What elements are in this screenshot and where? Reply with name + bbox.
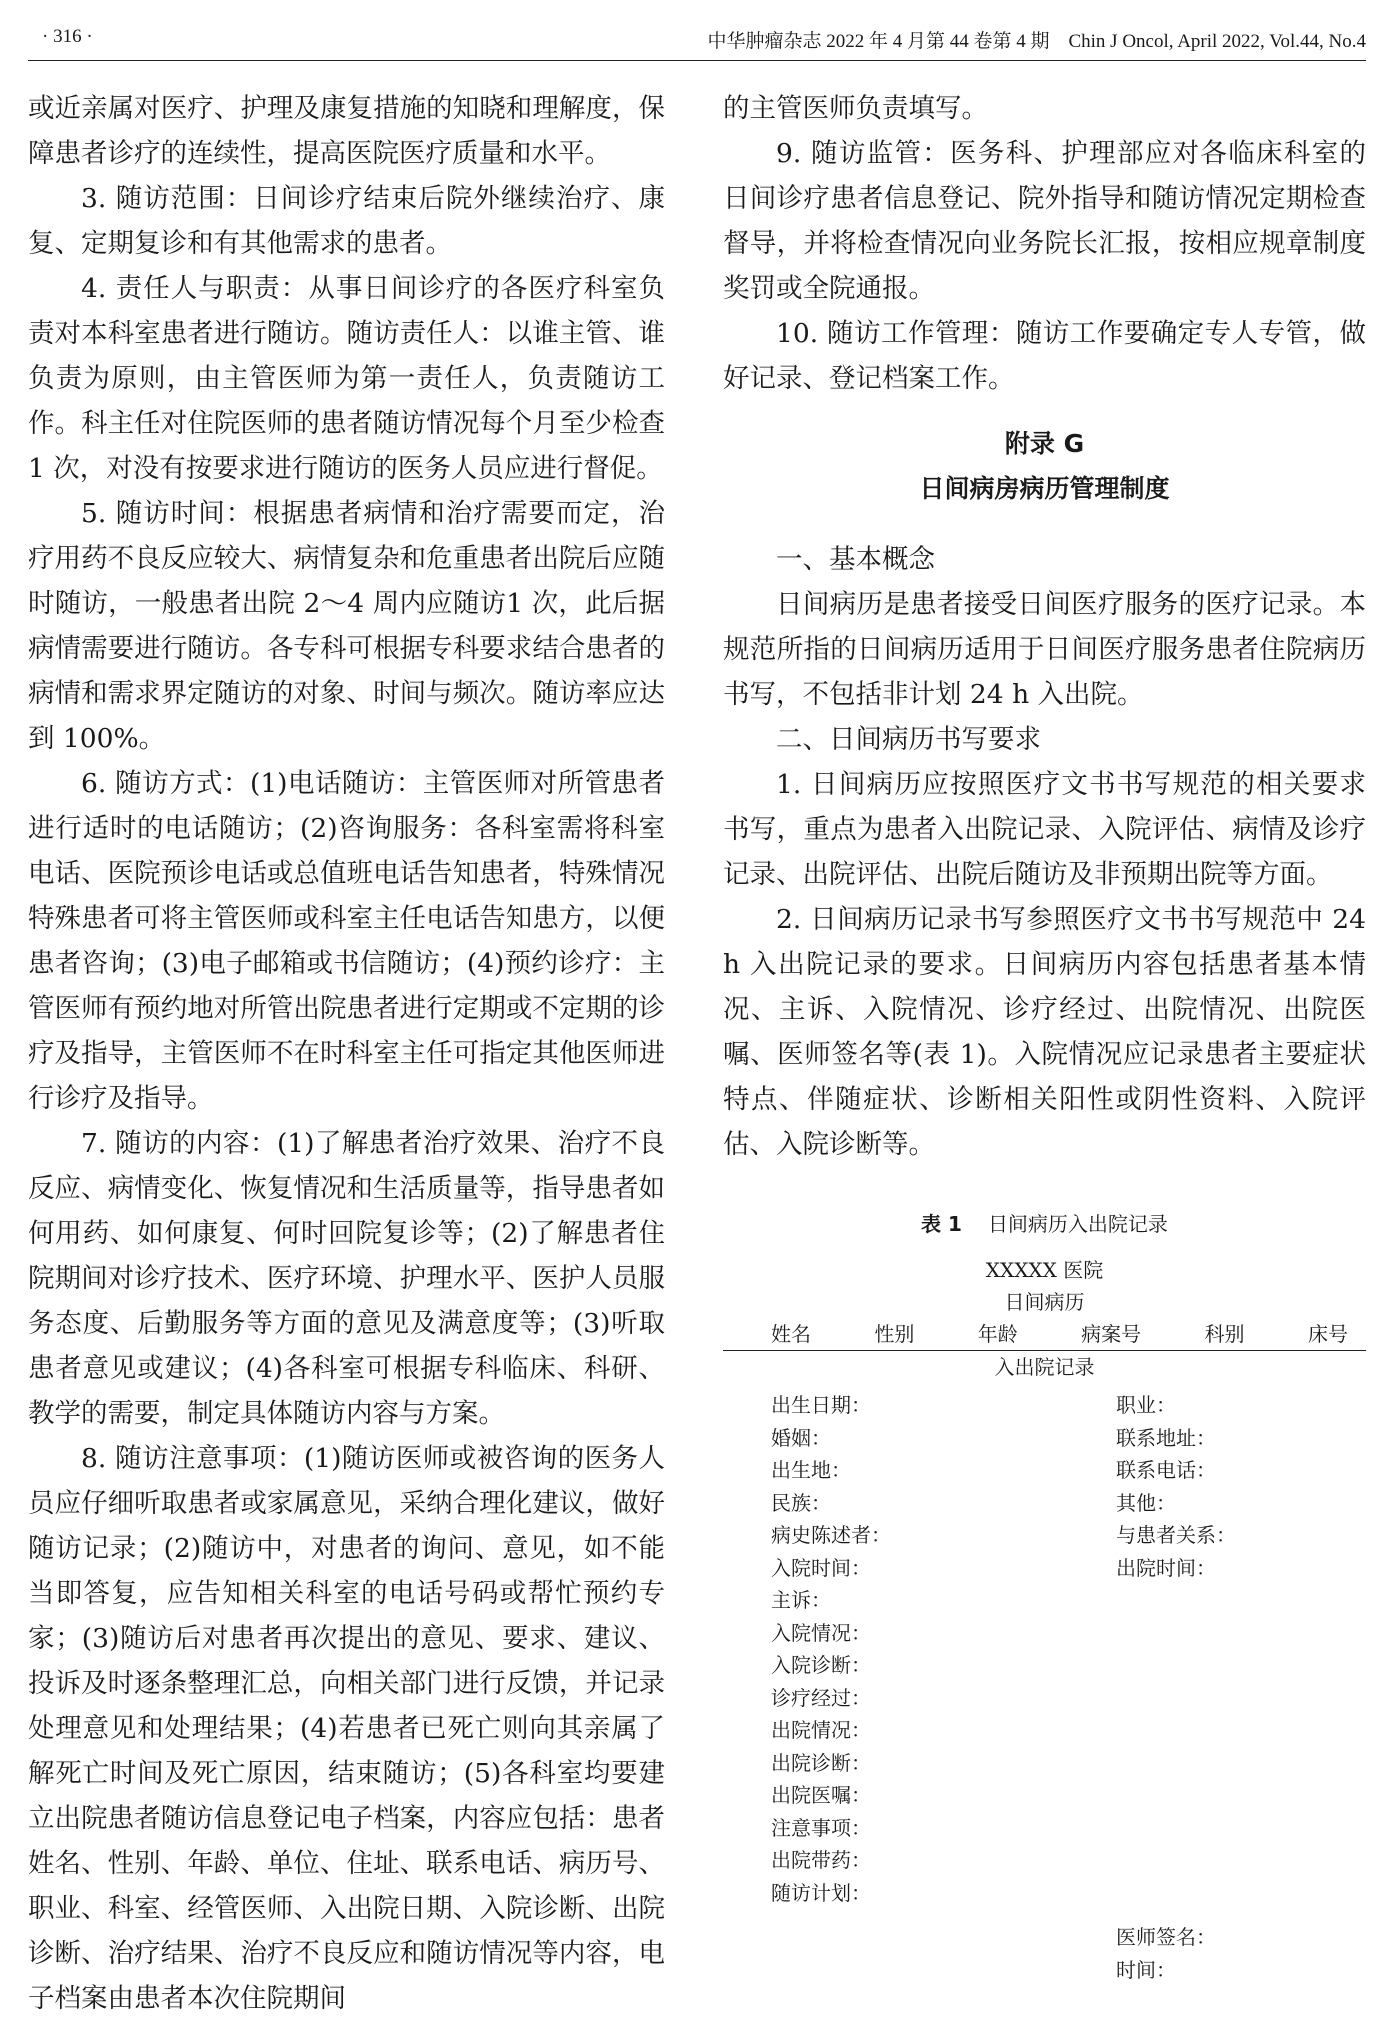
paragraph: 9. 随访监管：医务科、护理部应对各临床科室的日间诊疗患者信息登记、院外指导和随访情况定期检查督导，并将检查情况向业务院长汇报，按相应规章制度奖罚或全院通报。 bbox=[723, 138, 1366, 304]
paragraph: 1. 日间病历应按照医疗文书书写规范的相关要求书写，重点为患者入出院记录、入院评估、病情及诊疗记录、出院评估、出院后随访及非预期出院等方面。 bbox=[723, 769, 1366, 890]
form-field-label: 主诉： bbox=[771, 1588, 831, 1612]
doctor-signature-label: 医师签名： bbox=[1116, 1925, 1216, 1949]
form-field-label: 随访计划： bbox=[771, 1880, 871, 1905]
fields-left-column bbox=[771, 1389, 1116, 1909]
table-subheader: 入出院记录 bbox=[994, 1355, 1095, 1379]
signature-block bbox=[723, 1921, 1366, 1986]
paragraph: 10. 随访工作管理：随访工作要确定专人专管，做好记录、登记档案工作。 bbox=[723, 318, 1366, 394]
paragraph: 6. 随访方式：(1)电话随访：主管医师对所管患者进行适时的电话随访；(2)咨询服务：各科室需将科室电话、医院预诊电话或总值班电话告知患者，特殊情况特殊患者可将主管医师或科室主任电话告知患方，以便患者咨询；(3)电子邮箱或书信随访；(4)预约诊疗：主管医师有预约地对所管出院患者进行定期或不定期的诊疗及指导，主管医师不在时科室主任可指定其他医师进行诊疗及指导。 bbox=[28, 768, 665, 1114]
form-field-label: 注意事项： bbox=[771, 1815, 871, 1840]
paragraph: 的主管医师负责填写。 bbox=[723, 93, 988, 124]
paragraph: 8. 随访注意事项：(1)随访医师或被咨询的医务人员应仔细听取患者或家属意见，采纳合理化建议，做好随访记录；(2)随访中，对患者的询问、意见，如不能当即答复，应告知相关科室的电话号码或帮忙预约专家；(3)随访后对患者再次提出的意见、要求、建议、投诉及时逐条整理汇总，向相关部门进行反馈，并记录处理意见和处理结果；(4)若患者已死亡则向其亲属了解死亡时间及死亡原因，结束随访；(5)各科室均要建立出院患者随访信息登记电子档案，内容应包括：患者姓名、性别、年龄、单位、住址、联系电话、病历号、职业、科室、经管医师、入出院日期、入院诊断、出院诊断、治疗结果、治疗不良反应和随访情况等内容，电子档案由患者本次住院期间 bbox=[28, 1443, 665, 2014]
form-field-label: 出院带药： bbox=[771, 1848, 871, 1872]
paragraph: 5. 随访时间：根据患者病情和治疗需要而定，治疗用药不良反应较大、病情复杂和危重患者出院后应随时随访，一般患者出院 2～4 周内应随访1 次，此后据病情需要进行随访。各专科可根据专科要求结合患者的病情和需求界定随访的对象、时间与频次。随访率应达到 100%。 bbox=[28, 498, 665, 754]
table-caption bbox=[723, 1208, 1366, 1240]
form-field-label: 出院情况： bbox=[771, 1718, 871, 1742]
form-field-label: 出院诊断： bbox=[771, 1750, 871, 1775]
section-heading: 二、日间病历书写要求 bbox=[776, 724, 1041, 755]
table-label: 表 1 bbox=[921, 1212, 962, 1236]
form-field-label: 婚姻： bbox=[771, 1425, 831, 1450]
form-field-label: 民族： bbox=[771, 1490, 831, 1515]
form-field-label: 其他： bbox=[1116, 1490, 1176, 1515]
form-field-label: 出生日期： bbox=[771, 1393, 871, 1417]
signature-time-label: 时间： bbox=[1116, 1957, 1176, 1982]
page-number: · 316 · bbox=[42, 26, 93, 47]
paragraph: 4. 责任人与职责：从事日间诊疗的各医疗科室负责对本科室患者进行随访。随访责任人：以谁主管、谁负责为原则，由主管医师为第一责任人，负责随访工作。科主任对住院医师的患者随访情况每个月至少检查 1 次，对没有按要求进行随访的医务人员应进行督促。 bbox=[28, 273, 665, 484]
hospital-name: XXXXX 医院 bbox=[985, 1258, 1104, 1282]
table-header-row bbox=[723, 1318, 1366, 1351]
record-type: 日间病历 bbox=[1004, 1290, 1085, 1314]
table-header-cell: 病案号 bbox=[1081, 1322, 1142, 1346]
form-field-label: 入院情况： bbox=[771, 1620, 871, 1645]
form-field-label: 出院时间： bbox=[1116, 1555, 1216, 1580]
table-header-cell: 姓名 bbox=[771, 1322, 811, 1346]
paragraph: 3. 随访范围：日间诊疗结束后院外继续治疗、康复、定期复诊和有其他需求的患者。 bbox=[28, 183, 665, 259]
form-field-label: 与患者关系： bbox=[1116, 1523, 1236, 1547]
right-column bbox=[723, 86, 1366, 1167]
paragraph: 7. 随访的内容：(1)了解患者治疗效果、治疗不良反应、病情变化、恢复情况和生活质量等，指导患者如何用药、如何康复、何时回院复诊等；(2)了解患者住院期间对诊疗技术、医疗环境、护理水平、医护人员服务态度、后勤服务等方面的意见及满意度等；(3)听取患者意见或建议；(4)各科室可根据专科临床、科研、教学的需要，制定具体随访内容与方案。 bbox=[28, 1128, 665, 1429]
fields-right-column bbox=[1116, 1389, 1236, 1909]
paragraph: 或近亲属对医疗、护理及康复措施的知晓和理解度，保障患者诊疗的连续性，提高医院医疗质量和水平。 bbox=[28, 93, 665, 169]
appendix-title: 日间病房病历管理制度 bbox=[919, 474, 1170, 503]
paragraph: 2. 日间病历记录书写参照医疗文书书写规范中 24 h 入出院记录的要求。日间病历内容包括患者基本情况、主诉、入院情况、诊疗经过、出院情况、出院医嘱、医师签名等(表 1)。入院情况应记录患者主要症状特点、伴随症状、诊断相关阳性或阴性资料、入院评估、入院诊断等。 bbox=[723, 904, 1366, 1160]
form-field-label: 入院诊断： bbox=[771, 1653, 871, 1677]
table-header-cell: 年龄 bbox=[977, 1322, 1018, 1346]
form-field-label: 病史陈述者： bbox=[771, 1523, 891, 1547]
page-header bbox=[28, 24, 1366, 58]
journal-citation: 中华肿瘤杂志 2022 年 4 月第 44 卷第 4 期 Chin J Oncol, April 2022, Vol.44, No.4 bbox=[707, 31, 1366, 52]
table-header-cell: 性别 bbox=[874, 1322, 915, 1346]
appendix-label: 附录 G bbox=[1004, 429, 1085, 458]
form-field-label: 出生地： bbox=[771, 1458, 851, 1482]
header-rule bbox=[28, 60, 1366, 61]
form-field-label: 入院时间： bbox=[771, 1555, 871, 1580]
form-field-label: 诊疗经过： bbox=[771, 1685, 871, 1710]
table-caption-text: 日间病历入出院记录 bbox=[987, 1212, 1168, 1236]
left-column bbox=[28, 86, 665, 2021]
form-field-label: 职业： bbox=[1116, 1393, 1176, 1417]
form-field-label: 联系电话： bbox=[1116, 1458, 1216, 1482]
paragraph: 日间病历是患者接受日间医疗服务的医疗记录。本规范所指的日间病历适用于日间医疗服务患者住院病历书写，不包括非计划 24 h 入出院。 bbox=[723, 589, 1366, 710]
record-table bbox=[723, 1208, 1366, 1986]
section-heading: 一、基本概念 bbox=[776, 544, 935, 575]
table-fields bbox=[723, 1389, 1366, 1909]
form-field-label: 出院医嘱： bbox=[771, 1783, 871, 1807]
form-field-label: 联系地址： bbox=[1116, 1425, 1216, 1450]
table-header-cell: 床号 bbox=[1307, 1322, 1348, 1346]
table-header-cell: 科别 bbox=[1204, 1322, 1245, 1346]
